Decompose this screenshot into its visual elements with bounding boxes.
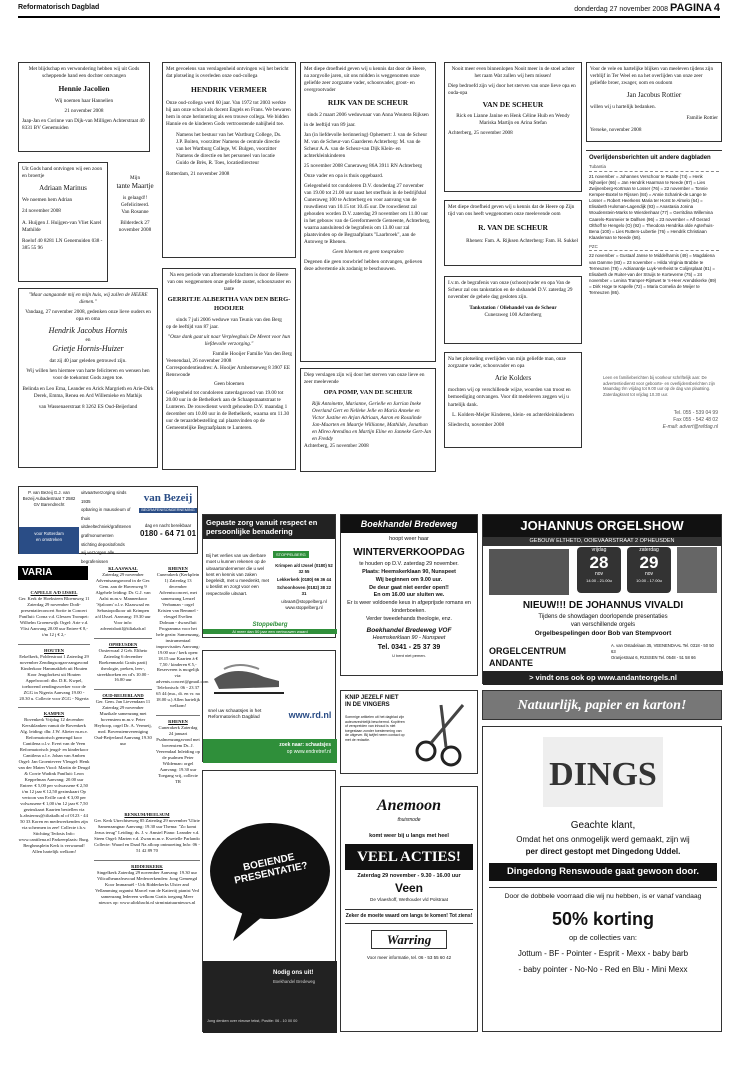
anniversary-hornis	[18, 288, 158, 468]
contact-line: Jong denken over nieuwe tekst, Positie: 06 - 10 00 00	[207, 1019, 298, 1023]
website-banner[interactable]: > vindt ons ook op www.andanteorgels.nl	[483, 671, 723, 685]
event-name: WINTERVERKOOPDAG	[353, 546, 465, 558]
service-2: opbaring in mausoleum of thuis	[81, 507, 131, 521]
info-text: Leen en familieberichten bij voorkeur schriftelijk aan: De advertentiedienst voor geboorte- en overlijdensberichten zijn Maandag t/m vrijdag tot 9.00 uur op de dag van plaatsing. Zaterdagkrant tot vrijdag 10.30 uur.	[603, 375, 715, 398]
time: 10.00 - 17.00u	[636, 577, 662, 583]
event-title: RENKUM/HEELSUM	[124, 812, 170, 817]
phone-label: dag en nacht bereikbaar	[144, 522, 192, 528]
line-2: Gefeliciteerd.	[120, 202, 150, 209]
ad-natuurlijk-papier	[482, 690, 722, 720]
signatories: Rhenen: Fam. A. Rijksen Achterberg: Fam. H. Sukkel	[466, 238, 578, 245]
family-names: A. Huijgen J. Huijgen-van Vliet Karel Mathilde	[22, 219, 102, 233]
event-capelle	[18, 590, 90, 638]
service-5: stichting depositofonds	[81, 541, 125, 547]
obituary-rijk-van-de-scheur	[300, 62, 436, 362]
child-name: Adriaan Marinus	[39, 184, 87, 193]
organ-console-photo	[677, 547, 717, 593]
day-name: vrijdag	[591, 547, 607, 553]
ad-boeiende-presentatie	[202, 770, 336, 1032]
company-name: Boekhandel Bredeweg	[273, 979, 316, 984]
deceased-name: GERRITJE ALBERTHA VAN DEN BERG-HOOIJER	[167, 296, 291, 312]
event-body: Cunerakerk Zaterdag 24 januari Psalmenzangavond met bovenstem Ds. J. Veerendaal Inleiding op de psalmen Peter Wildeman: orgel Aanvang: 19.30 uur Toegang vrij, collecte TR	[156, 725, 200, 784]
service-info: Gelegenheid tot condoleren D.V. donderdag 27 november van 19.00 tot 21.00 uur naast het sterfhuis in de bedrijfshal Cuneraweg 100 te Achterberg en voor aanvang van de rouwdienst van 10.15 tot 10.45 uur. De rouwdienst zal gehouden worden D.V. zaterdag 29 november om 11.00 uur in het gebouw van de Gereformeerde Gemeente, Achterberg, waarna aansluitend de begrafenis om 13.00 uur zal plaatsvinden op de Begraafplaats "Laarbroek", aan de Autoweg te Rhenen.	[304, 183, 431, 246]
web-contact[interactable]: uitvaart@stoppelberg.nl www.stoppelberg.nl	[281, 599, 327, 611]
deaths-list-tubantia: 21 november = Johannes Verschoor te Raalte (74) = Henk Nijhoeljer (66) = Jan Hendrik Haarman te Neede (87) = Lies Zwijnenberg-Kortman te Losser (76) = 22 november = Tonnie Kemper-Boxtel te Rijssen (84) = Annie Scharink-de Lange te Losser = Robert Heerkens Maria ter Horst te Almelo (64) = Elisabeth Hulsman-Lagendijk (93) = Anastasia Jonina Woudenstein-Marks te Wierdenhaar (77) = Gerritdina Willemina Caarels-Rosmeier te Dalfsen (96) = 23 november = Alf Gerard Olthoff te Hengelo (O) (92) = Theodora Hendrika olde Agterhuis-Bena (100) = Lies Rutters-Lubertie (76) = Hendrik Christiaan Klaasleman te Neede (66).	[589, 173, 714, 241]
company-phone: Tel. 0341 - 25 37 39	[377, 643, 441, 651]
deceased-name: OPA POMP, VAN DE SCHEUR	[323, 389, 413, 397]
announcement-text: Met blijdschap en verwondering hebben wij uit Gods scheppende hand een dochter ontvangen	[28, 66, 140, 80]
locations	[275, 563, 333, 611]
intro-text: Na een periode van afnemende krachten is door de Heere van ons weggenomen onze geliefde zuster, schoonzuster en tante	[167, 272, 291, 293]
slogan: Al meer dan 50 jaar een vertrouwen waard	[203, 629, 337, 634]
obituary-vermeer	[162, 62, 296, 258]
page-label: PAGINA	[669, 2, 712, 14]
address: van Wassenaerstraat 8 3262 ES Oud-Beijerland	[38, 403, 138, 410]
event-title: RHENEN	[168, 566, 188, 571]
date-badge-2	[627, 547, 671, 593]
page-info	[574, 2, 720, 14]
name-husband: Hendrik Jacobus Hornis	[48, 326, 128, 336]
info-line-2: van verschillende orgels	[570, 622, 636, 628]
nickname: Wij noemen haar Hannelien	[54, 98, 114, 105]
rd-logo-block	[287, 709, 333, 721]
event-body: Ger. Gem. Jan Lievendaan 11 Zaterdag 29 november Muzikale samenzang met bovenstem m.m.v. Peter Heyboop, orgel Dr. A. Vermeij, mrd. Bovenstemvereniging Oud-Beijerland Aanvang 19.30 uur	[94, 699, 152, 747]
event-rhenen-1	[156, 566, 209, 709]
page-header	[18, 4, 720, 18]
body-text: Onze oud-collega werd 60 jaar. Van 1972 tot 2003 werkte hij aan onze school als docent Engels en Frans. We bewaren hem in onze herinnering als een trouwe collega. We bidden Hannie en de kinderen Gods vertroostende nabijheid toe.	[166, 100, 291, 128]
children-names: Belinda en Leo Erna, Leander en Arick Margrieth en Arie-Dirk Derek, Emma, Renea en Ard Willemieke en Mathijs	[22, 385, 154, 399]
location-1: Krimpen a/d IJssel (0180) 52 32 55	[275, 563, 333, 575]
birth-announcement-adriaan	[18, 162, 108, 282]
collections-intro: op de collecties van:	[569, 933, 637, 942]
event-body: Eekelkerk, Polderstraat 1 Zaterdag 29 november Zendingsorgan-zangavond Kinderkoor Hammaklieb uit Houten Koor Jeugdorkest uit Houten Appelwoord: dhr. D.K. Kwpel, toehorend zendingswerker voor de ZGG in Nigeria Aanvang 19.00 - 20.30 u. Collecte voor ZGG - Nigeria	[19, 653, 89, 701]
event-title: OUD-BEIJERLAND	[102, 693, 144, 699]
date-badge-1	[577, 547, 621, 593]
person-name: tante Maartje	[116, 182, 154, 191]
header-date: donderdag 27 november 2008	[574, 6, 668, 13]
event-city: Veen	[394, 881, 424, 896]
obituary-van-den-berg	[162, 268, 296, 470]
event-title: RHENEN	[168, 719, 188, 725]
logo-text: DINGS	[549, 756, 657, 793]
deceased-name: Arie Kolders	[494, 374, 532, 383]
varia-col-2	[94, 566, 152, 806]
ad-johannus-orgelshow	[482, 514, 722, 684]
thanks-quote: "Onze dank gaat uit naar Verpleeghuis De Meent voor hun liefdevolle verzorging."	[167, 333, 291, 347]
event-title: KAMPEN	[43, 711, 65, 717]
widow-line: sinds 2 maart 2006 weduwnaar van Anna Woutera Rijksen	[307, 112, 429, 119]
line-4: Bilderdeck 27 november 2008	[118, 219, 152, 233]
search-banner	[203, 739, 337, 763]
congrats-tante-maartje	[110, 172, 160, 262]
day-number: 29	[639, 552, 659, 572]
slogan: Natuurlijk, papier en karton!	[517, 698, 687, 713]
signatories: Namens het bestuur van het Wartburg College, Ds. J.P. Boiten, voorzitter Namens de centrale directie van het Wartburg College, W. Bulgen, voorzitter Namens de directie en het personeel van locatie Guido de Brès, R. Toes, locatiedirecteur	[176, 132, 282, 167]
line-mijn: Mijn	[129, 175, 141, 181]
greeting: Geachte klant,	[570, 820, 636, 831]
event-body: Cunerakerk (Kerkplein 1) Zaterdag 13 december Adventsconcert, met samenzang Lenzel Verbaman - orgel Kristen van Bemmel - vleugel Evelien Dolman - dwarsfluit Programma voor het hele gezin: Samenzang, instrumentaal improvisaties Aanvang: 19.00 uur / kerk open: 18.15 uur Kaarten à € 7,50 / kinderen € 5,- Reserveren is mogelijk via: advents.concert@gmail.com Telefonisch: 06 - 23 37 65 44 (ma., di. en vr. na 18.00 u.) Allen hartelijk welkom!	[156, 571, 209, 709]
line-3: Van Rosanne	[121, 209, 149, 216]
service-4: grafmonumenten	[81, 532, 114, 538]
paper-name-tubantia: Tubantia	[589, 164, 719, 171]
phone-number: 0180 - 64 71 01	[139, 528, 197, 538]
skates-image	[209, 659, 289, 703]
paper-name-pzc: PZC	[589, 244, 719, 251]
birth-date: 21 november 2008	[64, 108, 104, 115]
intro-text: Diep bedroefd zijn wij door het sterven van onze lieve opa en ouda-opa	[448, 83, 576, 97]
month: nov	[594, 570, 604, 577]
event-place: Plaats: Heemskerklaan 90, Nunspeet	[362, 568, 456, 575]
brand-name: Anemoon	[376, 797, 441, 814]
event-body: Singelkerk Zaterdag 29 november Aanvang: 19.30 uur Viltcafheunzfeavoud Medewerkenden: Jong Gemengd Koor Immanuël - Urk Ridderkerks Ulster and Vellamming organist Marcel van de Kattertij pianist Ved samenzang Iedereen welkom Gratis toegang Meer nieuws op: www.ulirkbachi.nl strminiatuurnieuws.nl	[95, 869, 199, 905]
event-opheusden	[94, 638, 152, 684]
obituary-r-van-de-scheur	[444, 200, 582, 266]
and-word: en	[85, 336, 91, 343]
ad-text: Sommige artikelen uit het dagblad zijn auteursrechtelijk beschermd. Kopiëren of verspreiden van inhoud is niet toegestaan zonder toestemming van de uitgever. Bij twijfel neem contact op met de redactie.	[345, 715, 405, 742]
intro-text: Vandaag, 27 november 2008, gedenken onze lieve ouders en opa en oma	[25, 309, 151, 323]
contact-info	[600, 372, 722, 444]
brands-line-1: Jottum - BF - Pointer - Esprit - Mexx - baby barb	[517, 949, 689, 958]
service-3: uitdeeltechniek/grafstenen	[81, 524, 132, 530]
deceased-name: RIJK VAN DE SCHEUR	[327, 98, 409, 108]
message-line-1: Omdat het ons onmogelijk werd gemaakt, zijn wij	[516, 835, 690, 844]
age-line: in de leeftijd van 89 jaar.	[304, 122, 356, 129]
ad-van-bezeij	[18, 486, 198, 564]
business-address: Cuneraweg 100 Achterberg	[484, 312, 542, 319]
signatories: L. Kolders-Meijer Kinderen, klein- en achterkleinkinderen	[452, 411, 574, 418]
location-3: Schoonhoven (0182) 38 22 31	[277, 585, 331, 597]
brand-sub: thuismode	[397, 816, 421, 823]
closing-line: Zeker de moeite waard om langs te komen! Tot ziens!	[345, 909, 473, 924]
brand-logo: STOPPELBERG	[273, 551, 309, 558]
laid-out: Onze vader en opa is thuis opgebaard.	[304, 173, 384, 180]
deceased-name: VAN DE SCHEUR	[482, 100, 544, 110]
no-flowers: Geen bloemen	[213, 380, 245, 387]
service-1: uitvaartverzorging sinds 1935	[81, 490, 127, 504]
varia-col-3	[156, 566, 209, 806]
deaths-other-papers	[586, 150, 722, 360]
service-info: Gelegenheid tot condoleren zaterdagavond van 19.00 tot 20.00 uur in de Bethelkerk aan de Schaapsmaatstraat te Lunteren. De rouwdienst wordt gehouden D.V. maandag 1 december om 10.00 uur in de Bethelkerk, waarna om 11.30 uur de teraardebestelling zal plaatsvinden op de Gemeentelijke Begraafplaats te Lunteren.	[166, 389, 290, 431]
speech-bubble-graphic	[203, 771, 337, 1033]
info-line-3: Orgelbespelingen door Bob van Stempvoort	[534, 630, 672, 637]
address: Roelof 40 8281 LN Genemuiden 038 - 385 55 96	[22, 237, 103, 251]
obituary-opa-pomp	[300, 368, 436, 472]
thanks-arie-kolders	[444, 352, 582, 448]
birth-date: 24 november 2008	[22, 208, 61, 215]
family-names: Rijk Antoinette, Marianne, Gerielle en Jurrian Ineke Overland Gert en Nelleke Jelle en Maria Anneke en Victor Justine en Arjan Adriaan, Aaron en Rosalinde Jan-Maarten en Maartje Willianne, Mathilde, Jonathan en Mireo Arendina en Martijn Eline en Janneke Gert-Jan en Freddy	[312, 400, 432, 442]
company-address: Heemskerklaan 90 - Nunspeet	[372, 635, 446, 642]
footnote: U bent niet pemen.	[392, 653, 426, 659]
address: 25 november 2008 Cuneraweg 86A 3911 RN Achterberg	[304, 163, 422, 170]
widow-line: sinds 7 juli 2006 weduwe van Teunis van den Berg	[176, 316, 282, 323]
business-name: Tankstation / Oliehandel van de Scheur	[469, 305, 557, 312]
thanks-text: willen wij u hartelijk bedanken.	[590, 104, 656, 111]
line-1: is gelaagd!!	[122, 195, 148, 202]
years-text: dat zij 40 jaar geleden getrouwd zijn.	[49, 357, 127, 364]
deceased-name: Jan Jacobus Rottier	[626, 91, 682, 100]
section-title: Overlijdensberichten uit andere dagbladen	[589, 155, 711, 161]
contact-lines	[663, 410, 718, 430]
ad-text: Bij het verlies van uw dierbare moet u kunnen rekenen op de uitvaartondernemer die u wel kent en kennis van zaken begeleidt, met u meedenkt, met u beslist en zorgt voor een respectvolle uitvaart.	[206, 553, 270, 596]
region-tag	[19, 527, 79, 554]
extra-note: Verder tweedehands theologie, enz.	[365, 615, 452, 622]
ad-title: KNIP JEZELF NIET IN DE VINGERS	[345, 695, 399, 708]
event-body: Oosterwaal 2 Geb. Eltheto Zaterdag 6 december Boekenmarkt Gratis parti) theologie, preken, lees-, streekboeken en cd's 10.00 - 16.00 uur	[97, 647, 149, 683]
deaths-list-pzc: 22 november = Gustaaf Janse te Middelharnis (49) = Magdalena van Damme (83) = 23 november = Hilda Virginia Brabbe te Terneuzen (78) = Adrianantje Luyk-Verheist te Colijnsplaat (81) = Elisabeth de Ruiter-van der Struijs te Korteverne (75) = 24 november = Lenina Tramper-Rijntwet te 's-Heer Arendskerke (89) = Dirk Hoge te Kapelle (72) = Maria Cornelia de Meijer te Terneuzen (86).	[589, 253, 717, 296]
event-start: Wij beginnen om 9.00 uur.	[375, 576, 443, 583]
bible-quote: "Maar aangaande mij en mijn huis, wij zullen de HEERE dienen."	[28, 292, 148, 306]
place-date: Sliedrecht, november 2008	[448, 421, 505, 428]
ad-boekhandel-bredeweg	[340, 514, 478, 676]
search-site: op www.endretref.nl	[286, 748, 331, 755]
phone: Tel. 055 - 539 04 99	[673, 410, 718, 416]
poem-text: Nooit meer even binnenlopen Nooit meer in de stoel achter het raam Wat zullen wij hem missen!	[451, 66, 575, 80]
stock-note: Er is weer voldoende keus in afgeprijsde romans en kinderboeken.	[347, 600, 471, 615]
event-houten	[18, 644, 90, 702]
page-number: 4	[713, 2, 720, 14]
event-body: Ger. Kerk Utrechtseweg 85 Zaterdag 29 november 'Ultrie Samenzangnar Aanvang: 19.30 uur Thema: "Zo komt Jezus terug" Leiding: ds. J. v. Amstel Piano: Leander v.d. Steen Orgel: Marten v.d. Zwan m.m.v. Kwetelle Parlando Collecte: Waard en Daad Na afloop ontmoeting Info: 06 - 51 42 89 70	[94, 817, 200, 853]
event-renkum	[94, 812, 200, 854]
website[interactable]: www.rd.nl	[288, 710, 332, 720]
correspondence: Correspondentieadres: A. Hooijer Arnhemseweg 8 3907 EE Renswoude	[166, 364, 291, 378]
search-hint: zoek naar: schaatsjes	[279, 742, 331, 748]
child-name: Hennie Jacolien	[58, 84, 110, 94]
birth-announcement-hannelien	[18, 62, 150, 152]
intro-text: Diep verslagen zijn wij door het sterven van onze lieve en zeer meelevende	[304, 372, 425, 386]
brand-name: Stoppelberg	[252, 622, 288, 628]
brand-name: van Bezeij	[143, 492, 193, 504]
event-end: En om 16.00 uur sluiten we.	[373, 592, 445, 599]
ad-title: Boekhandel Bredeweg	[341, 515, 477, 533]
dings-logo	[543, 737, 663, 807]
event-date: te houden op D.V. zaterdag 29 november.	[359, 561, 459, 568]
organ-photo	[489, 549, 569, 595]
fax: Fax 055 - 542 48 02	[673, 416, 718, 423]
place-date: Achterberg, 25 november 2008	[304, 442, 369, 449]
event-time: Zaterdag 29 november - 9.30 - 16.00 uur	[357, 873, 461, 880]
place-date: Achterberg, 25 november 2008	[448, 130, 513, 137]
headline: VEEL ACTIES!	[345, 844, 473, 870]
brand-sub: BEGRAFENISONDERNEMING	[139, 508, 197, 513]
scissors-icon	[411, 701, 473, 767]
event-title: RIDDERKERK	[131, 863, 163, 869]
ad-dingedong	[482, 726, 722, 1032]
family-names: Familie Rottier	[686, 114, 718, 121]
intro-text: Met diepe droefheid geven wij u kennis dat door de Heere, na zorgvolle jaren, uit ons midden is weggenomen onze geliefde zeer zorgzame vader, schoonvader, groot- en overgrootvader	[304, 66, 427, 94]
deceased-name: HENDRIK VERMEER	[191, 85, 267, 95]
ad-title: Gepaste zorg vanuit respect en persoonlijke benadering	[203, 515, 335, 539]
no-flowers: Geen bloemen en geen toespraken	[332, 249, 404, 256]
event-title: CAPELLE A/D IJSSEL	[30, 590, 78, 595]
age-line: op de leeftijd van 87 jaar.	[166, 323, 219, 330]
obituary-van-de-scheur-grandkids	[444, 62, 582, 192]
event-rhenen-2	[156, 715, 200, 785]
owners: P. van Bezeij G.J. van Bezeij Aubadestraat 7 2582 GV Barendrecht	[22, 490, 76, 507]
info-line: Voor meer informatie, tel. 06 - 53 55 60 42	[366, 955, 452, 961]
intro-line: komt weer bij u langs met heel	[369, 833, 449, 840]
services-list	[81, 489, 133, 564]
notice-text: I.v.m. de begrafenis van onze (schoon)vader en opa Van de Scheur zal ons tankstation en de shshandel D.V. zaterdag 29 november de gehele dag gesloten zijn.	[448, 280, 573, 301]
subtitle: hoopt weer haar	[389, 536, 429, 543]
email[interactable]: E-mail: advert@refdag.nl	[662, 423, 718, 430]
event-address: De Vlaeshoff, Wethouder v/d Polstraat	[370, 896, 448, 902]
stock-line: Door de dobbele voorraad die wij nu hebben, is er vanaf vandaag	[489, 887, 717, 901]
intro-text: Na het plotseling overlijden van mijn geliefde man, onze zorgzame vader, schoonvader en opa	[448, 356, 566, 370]
family-names: Jan (in liefdevolle herinnering) Ophemert: J. van de Scheur M. van de Scheur-van Gaarderen Achterberg: M. van de Scheur A.A. van de Scheur-van Dijk Klein- en achterkleinkinderen	[304, 132, 428, 160]
day-number: 28	[589, 552, 609, 572]
parents-address: Jaap-Jan en Corinne van Dijk-van Milligen Achterstraat 40 8331 BV Genemuiden	[22, 118, 145, 132]
door-note: De deur gaat niet eerder open!!	[369, 584, 449, 591]
discount: 50% korting	[551, 909, 655, 929]
message-line-2: per direct gestopt met Dingedong Uddel.	[525, 847, 681, 856]
date-line: Veenendaal, 26 november 2008	[166, 357, 232, 364]
varia-title: VARIA	[18, 566, 88, 580]
month: nov	[644, 570, 654, 577]
event-title: OPHEUSDEN	[108, 641, 138, 647]
store-addresses	[611, 643, 719, 661]
time: 14.00 - 21.00u	[586, 577, 612, 583]
family-names: Rick en Lianne Janine en Henk Céline Huib en Wendy Mariska Martijn en Arina Stefan	[456, 113, 570, 127]
event-ridderkerk	[94, 860, 200, 906]
varia-col-4	[94, 812, 200, 1032]
partner-brand: Warring	[371, 930, 447, 950]
event-title: HOUTEN	[44, 647, 64, 653]
intro-text: Met gevoelens van verslagenheid ontvingen wij het bericht dat plotseling is overleden onze oud-collega	[166, 66, 289, 80]
nickname: We noemen hem Adrian	[22, 197, 73, 204]
event-body: Zaterdag 29 november Adventszangavond in de Ger. Gem. aan de Havenweg 9 Algehele leiding: Dr. G.J. van Aalst m.m.v. Mannenkoor 'Sjaloom' o.l.v. Klaaswaal en Sebastopolkoor uit Krimpen a/d IJssel. Aanvang: 19.30 uur Voor info: adventsbottl@tiliakab.nl	[95, 571, 151, 631]
region-line-1: voor Rotterdam	[34, 531, 64, 536]
headline: NIEUW!!! DE JOHANNUS VIVALDI	[522, 600, 684, 611]
store-2: Oranjestraat 6, RIJSSEN Tel. 0548 - 51 58 66	[611, 654, 696, 660]
ad-stoppelberg	[202, 514, 336, 638]
ad-schaatsjes	[202, 650, 336, 762]
place-date: Yerseke, november 2008	[590, 126, 642, 133]
store-1: A. van Ostadelaan 35, VEENENDAAL Tel. 0318 - 50 50 63	[611, 643, 714, 654]
ad-text: snel uw schaatsjes in het Reformatorisch Dagblad	[208, 709, 262, 721]
intro-text: Met diepe droefheid geven wij u kennis dat de Heere op Zijn tijd van ons heeft weggenomen onze meelevende oom	[448, 204, 575, 218]
call-to-action: Nodig ons uit!	[273, 970, 314, 976]
newspaper-name: Reformatorisch Dagblad	[18, 4, 100, 11]
event-klaaswaal	[94, 566, 152, 632]
family-names: Familie Hooijer Familie Van den Berg	[212, 350, 292, 357]
service-6: wij verzorgen alle begrafenissen	[81, 550, 115, 564]
company-name: Boekhandel Bredeweg VOF	[366, 626, 452, 634]
thanks-rottier	[586, 62, 722, 142]
name-wife: Grietje Hornis-Huizer	[52, 343, 124, 353]
banner: Dingedong Renswoude gaat gewoon door.	[489, 863, 717, 881]
brand-block	[139, 491, 197, 540]
bubble-text: BOEIENDE PRESENTATIE?	[233, 851, 309, 887]
venue: GEBOUW ELTHETO, OOIEVAARSTRAAT 2 OPHEUSDEN	[483, 537, 721, 546]
closure-notice	[444, 276, 582, 344]
location-2: Lekkerkerk (0180) 66 36 44	[276, 577, 332, 583]
event-kampen	[18, 707, 90, 854]
event-oud-beijerland	[94, 689, 152, 747]
place-date: Rotterdam, 21 november 2008	[166, 171, 230, 178]
announcement-text: Uit Gods hand ontvingen wij een zoon en broertje	[22, 166, 103, 180]
event-title: KLAASWAAL	[108, 566, 138, 571]
event-body: Ger. Kerk de Hoeksteen Bloemweg 11 Zaterdag 29 november Dodi-presentatieconcert Sortie in Concert Panfluit: Corna v.d. Glessen Trompet: Wilhelm Groenewijk Orgel: Arie v.d. Vlist Aanvang 20.00 uur Entree € 8,- t/m 12 j € 2,-	[18, 595, 90, 637]
ad-title: JOHANNUS ORGELSHOW	[483, 515, 721, 537]
wish-text: Wij willen hen hiermee van harte feliciteren en wensen hen voor de toekomst Gods zegen toe.	[26, 367, 150, 381]
info-line-1: Tijdens de showdagen doorlopende presentaties	[538, 614, 668, 620]
event-body: Bovenkerk Vrijdag 12 december Kerstklanken vanuit de Bovenkerk Alg. leiding: dhr. J.W. Alteter m.m.v. Reformatorisch gemengd koor Cantilena o.l.v. Evert van de Veen Reformatorisch jeugd- en kinderkoor Cantilena o.l.v. Johan van Amben Orgel: Jan Groenteveer Vleugel: Henk van der Maten Viool: Martin de Deugd & Corrie Wadink Panfluit: Leon Keppelman Aanvang: 20.00 uur Entree: € 5,00 per volwassene € 2,50 t/m 12 jaar € 12,50 gezinskaart Op vertoon van Eville card: € 3,00 per volwassene € 1,00 t/m 12 jaar € 7,50 gezinskaart Kaarten bestellen via k.absterrus@tiliakalb.nl of 0123 - 44 50 33 Koren en medewerkenden zijn via schermen in zee! Collecte t.b.v. Stichting Tedosis Info: www.cantilena.nl Parkeerplaats: Burg. Berghmsplein Kerk is verwarmd! Allen hartelijk welkom!	[18, 717, 90, 854]
intro-text: Voor de vele en hartelijke blijken van meeleven tijdens zijn verblijf in Ter Weel en na het overlijden van onze zeer geliefde broer, zwager, oom en oudoom	[590, 66, 714, 87]
ad-anemoon	[340, 786, 478, 1032]
deceased-name: R. VAN DE SCHEUR	[478, 223, 548, 233]
region-line-2: en omstreken	[35, 536, 63, 542]
brands-line-2: - baby pointer - No-No - Red en Blu - Mini Mexx	[518, 965, 688, 974]
body-text: mochten wij op verschillende wijze, woorden van troost en bemoediging ontvangen. Voor dit medeleven zeggen wij u hartelijk dank.	[448, 387, 571, 408]
ad-knip-jezelf	[340, 690, 478, 774]
varia-col-1	[18, 590, 90, 1020]
closing-note: Degenen die geen rouwbrief hebben ontvangen, gelieven deze advertentie als zodanig te beschouwen.	[304, 259, 423, 273]
day-name: zaterdag	[639, 547, 659, 553]
event-details	[341, 561, 477, 659]
brand-name: ORGELCENTRUM ANDANTE	[489, 646, 566, 669]
